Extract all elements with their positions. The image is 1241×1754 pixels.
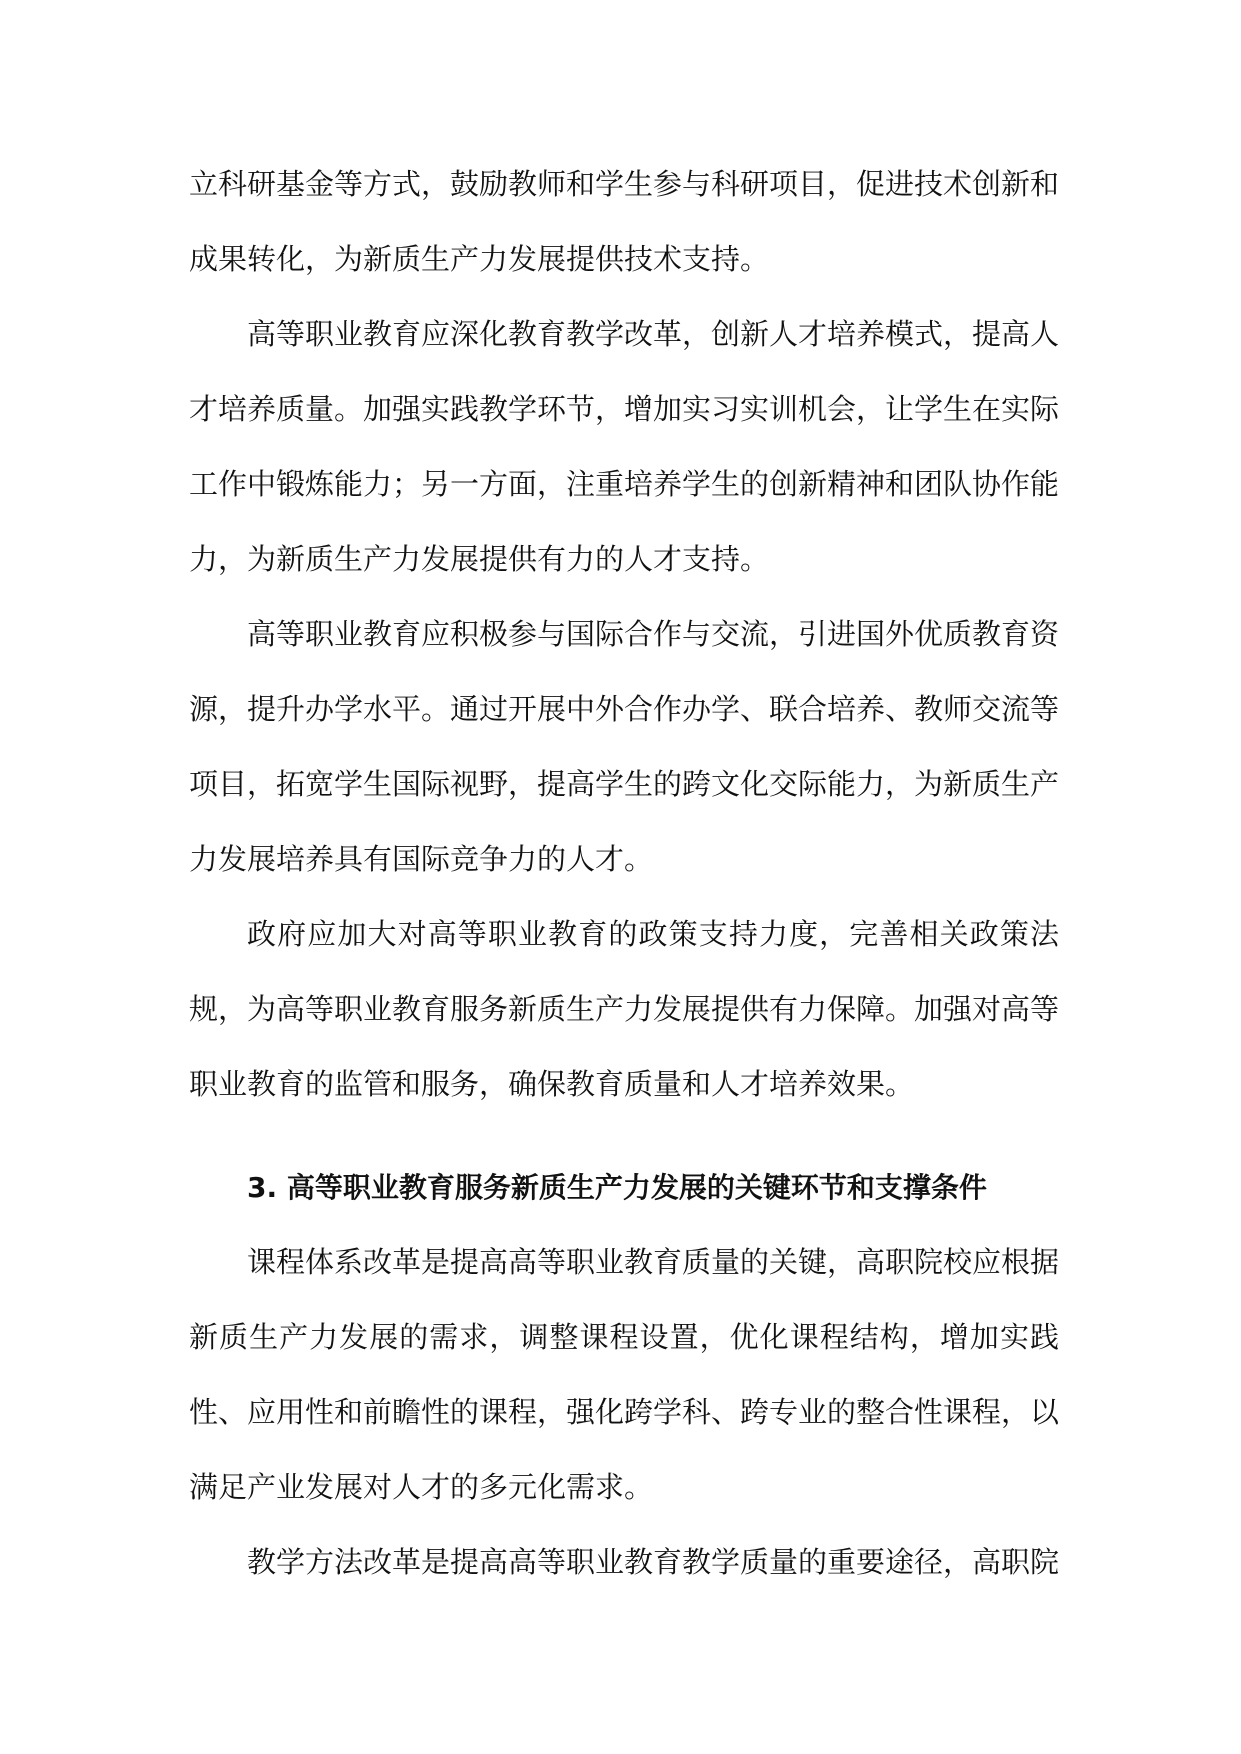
paragraph-curriculum-reform: 课程体系改革是提高高等职业教育质量的关键，高职院校应根据新质生产力发展的需求，调整课程设置，优化课程结构，增加实践性、应用性和前瞻性的课程，强化跨学科、跨专业的整合性课程，以满足产业发展对人才的多元化需求。 <box>189 1245 1060 1504</box>
section-heading: 3. 高等职业教育服务新质生产力发展的关键环节和支撑条件 <box>247 1171 987 1204</box>
paragraph-teaching-method-reform: 教学方法改革是提高高等职业教育教学质量的重要途径，高职院 <box>247 1545 1060 1579</box>
paragraph-teaching-reform: 高等职业教育应深化教育教学改革，创新人才培养模式，提高人才培养质量。加强实践教学环节，增加实习实训机会，让学生在实际工作中锻炼能力；另一方面，注重培养学生的创新精神和团队协作能力，为新质生产力发展提供有力的人才支持。 <box>189 317 1060 576</box>
paragraph-government-policy: 政府应加大对高等职业教育的政策支持力度，完善相关政策法规，为高等职业教育服务新质生产力发展提供有力保障。加强对高等职业教育的监管和服务，确保教育质量和人才培养效果。 <box>189 917 1060 1101</box>
paragraph-research-funding: 立科研基金等方式，鼓励教师和学生参与科研项目，促进技术创新和成果转化，为新质生产力发展提供技术支持。 <box>189 167 1060 276</box>
document-body <box>189 147 1059 1600</box>
paragraph-international-cooperation: 高等职业教育应积极参与国际合作与交流，引进国外优质教育资源，提升办学水平。通过开展中外合作办学、联合培养、教师交流等项目，拓宽学生国际视野，提高学生的跨文化交际能力，为新质生产力发展培养具有国际竞争力的人才。 <box>189 617 1060 876</box>
